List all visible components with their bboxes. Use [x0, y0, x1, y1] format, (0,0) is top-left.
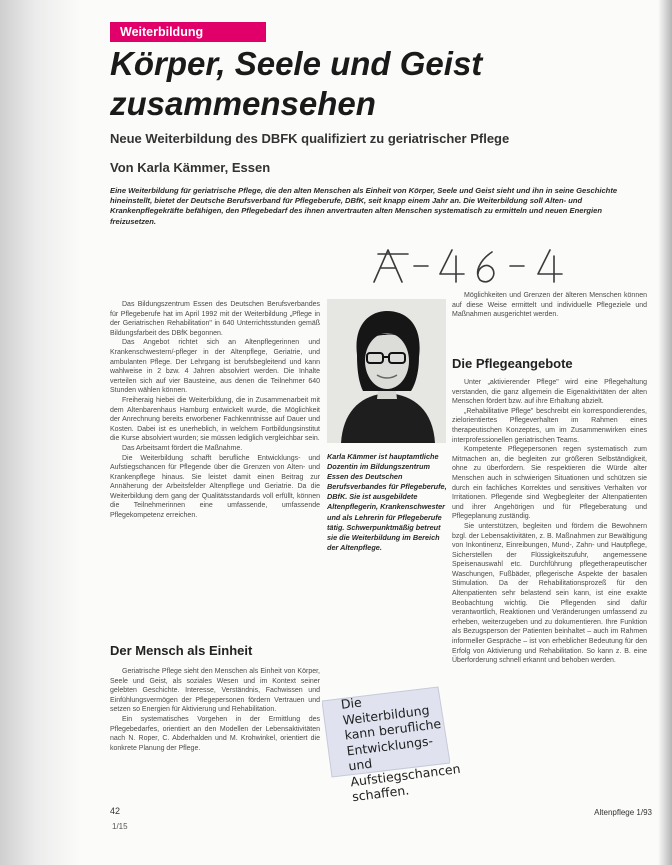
paragraph: Das Bildungszentrum Essen des Deutschen Berufsverbandes für Pflegeberufe hat im April 1992 mit der Weiterbildung „Pflege in der Geriatrischen Rehabilitation" in 640 Unterrichtsstunden gemäß Bildungsfarbeit des DBfK begonnen. [110, 301, 320, 337]
paragraph: Geriatrische Pflege sieht den Menschen als Einheit von Körper, Seele und Geist, als soziales Wesen und im Kontext seiner gelebten Geschichte. Interesse, Verständnis, Fachwissen und Einfühlungsvermögen der Pflegepersonen fördern Vertrauen und setzen so Energien für Aktivierung und Rehabilitation. [110, 668, 320, 714]
scan-shadow-left [0, 0, 80, 865]
photo-caption: Karla Kämmer ist hauptamtliche Dozentin im Bildungszentrum Essen des Deutschen Berufsverbandes für Pflegeberufe, DBfK. Sie ist ausgebildete Altenpflegerin, Krankenschwester und als Lehrerin für Pflegeberufe tätig. Schwerpunktmäßig betreut sie die Weiterbildung im Bereich der Altenpflege. [327, 452, 447, 552]
article-lead: Eine Weiterbildung für geriatrische Pflege, die den alten Menschen als Einheit von Körper, Seele und Geist sieht und ihn in seine Geschichte hineinstellt, bietet der Deutsche Berufsverband für Pflegeberufe, DBfK, seit knapp einem Jahr an. Die Weiterbildung soll Alten- und Krankenpflegekräfte befähigen, den Pflegebedarf des ihnen anvertrauten alten Menschen systematisch zu ermitteln und neuen Energien freizusetzen. [110, 186, 618, 226]
article-subtitle: Neue Weiterbildung des DBFK qualifiziert zu geriatrischer Pflege [110, 131, 510, 146]
handwritten-note [368, 244, 578, 288]
journal-label: Altenpflege 1/93 [594, 808, 652, 817]
pull-quote-text: Die Weiterbildung kann berufliche Entwicklungs- und Aufstiegschancen schaffen. [340, 694, 462, 805]
column-3-intro [452, 291, 647, 320]
paragraph: Die Weiterbildung schafft berufliche Entwicklungs- und Aufstiegschancen für Pflegende über die Grenzen von Alten- und Krankenpflege hinaus. Sie leistet damit einen Beitrag zur Annäherung der Arbeitsfelder Altenpflege und Geriatrie. Da die Weiterbildung dem gang der Qualitätsstandards voll erfüllt, können die Teilnehmerinnen eine umfassende, umfassende Pflegekompetenz erreichen. [110, 454, 320, 520]
column-1-intro [110, 300, 320, 521]
article-title: Körper, Seele und Geist zusammensehen [110, 45, 483, 122]
paragraph: Kompetente Pflegepersonen regen systematisch zum Mitmachen an, die begleiten zur größeren Selbständigkeit, ohne zu überfordern. Sie respektieren die Würde alter Menschen auch in schwierigen Situationen und schützen sie durch ein fachliches Korrektes und sensitives Verhalten vor Irritationen. Pflegende sind Wegbegleiter der Altenpatienten und ihrer Angehörigen und für Pflegeberatung und Pflegeplanung zuständig. [452, 446, 647, 521]
paragraph: Sie unterstützen, begleiten und fördern die Bewohnern bzgl. der Lebensaktivitäten, z. B. Maßnahmen zur Bewältigung von Inkontinenz, Einreibungen, Mund-, Zahn- und Hautpflege, Sicherstellen der Flüssigkeitszufuhr, angemessene Speisenauswahl etc. Durchführung pflegetherapeutischer Waschungen, Fußbäder, pflegerische Aspekte der basalen Stimulation. Da der Rehabilitationsprozeß für den Altenpatienten sehr belastend sein kann, ist eine exakte Beobachtung wichtig. Die Pflegenden sind dafür verantwortlich, Reaktionen und Veränderungen umfassend zu erheben, weiterzugeben und zu dokumentieren. Ihre Funktion als Bezugsperson der Patienten beinhaltet – auch im Rahmen informeller Gespräche – ist von erheblicher Bedeutung für den Erfolg von Aktivierung und Rehabilitation. So kann z. B. eine Überforderung schnell erkannt und behoben werden. [452, 522, 647, 665]
pull-quote [322, 683, 462, 805]
paragraph: Das Arbeitsamt fördert die Maßnahme. [122, 444, 243, 452]
author-photo [327, 299, 446, 443]
heading-pflegeangebote: Die Pflegeangebote [452, 356, 573, 371]
column-3-pflege [452, 378, 647, 666]
page-number: 42 [110, 806, 121, 816]
paragraph: Freiheraig hiebei die Weiterbildung, die in Zusammenarbeit mit dem Altenbarenhaus Hamburg entwickelt wurde, die Möglichkeit der Anrechnung bereits erworbener Fachkenntnisse auf Dauer und Kosten. Dabei ist es unerheblich, in welchem Fortbildungsinstitut die Kurse absolviert wurden; sie müssen lediglich vergleichbar sein. [110, 396, 320, 443]
scan-shadow-right [658, 0, 672, 865]
paragraph: Möglichkeiten und Grenzen der älteren Menschen können auf diese Weise ermittelt und individuelle Pflegeziele und Maßnahmen ausgerichtet werden. [452, 292, 647, 319]
heading-mensch-als-einheit: Der Mensch als Einheit [110, 643, 253, 658]
paragraph: „Rehabilitative Pflege" beschreibt ein korrespondierendes, zielorientiertes Pflegeverhalten im Rahmen eines therapeutischen Konzeptes, um im Zusammenwirken eines interprofessionellen geriatrischen Teams. [452, 407, 647, 444]
paragraph: Das Angebot richtet sich an Altenpflegerinnen und Krankenschwestern/-pfleger in der Altenpflege, Geriatrie, und ambulanten Pflege. Der Lehrgang ist berufsbegleitend und kann wahlweise in 2 bzw. 4 Jahren absolviert werden. Die Inhalte verteilen sich auf vier Bausteine, aus denen die Teilnehmer 640 Stunden wählen können. [110, 339, 320, 395]
paragraph: Ein systematisches Vorgehen in der Ermittlung des Pflegebedarfes, orientiert an den Modellen der Lebensaktivitäten nach N. Roper, C. Abderhalden und M. Krohwinkel, orientiert die konkrete Planung der Pflege. [110, 715, 320, 752]
author-byline: Von Karla Kämmer, Essen [110, 160, 271, 175]
page-mark: 1/15 [112, 822, 128, 831]
paragraph: Unter „aktivierender Pflege" wird eine Pflegehaltung verstanden, die ganz allgemein die Eigenaktivitäten der alten Menschen fördert bzw. auf ihre Erhaltung abzielt. [452, 379, 647, 406]
author-portrait-image [327, 299, 446, 443]
section-tag: Weiterbildung [110, 22, 266, 42]
column-1-mensch [110, 667, 320, 753]
